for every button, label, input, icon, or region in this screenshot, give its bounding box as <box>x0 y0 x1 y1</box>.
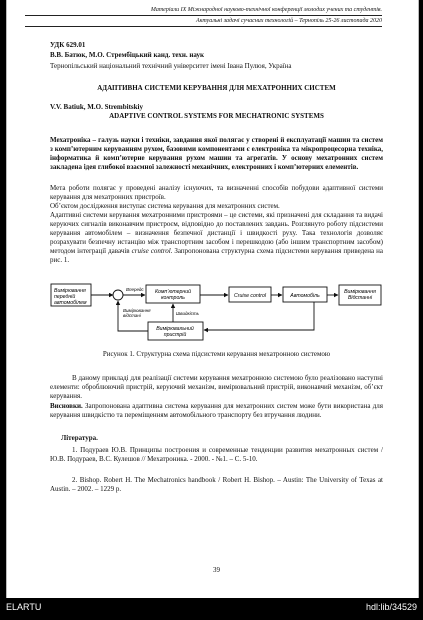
footer-handle: hdl:lib/34529 <box>365 602 417 612</box>
title-en: ADAPTIVE CONTROL SYSTEMS FOR MECHATRONIC SYSTEMS <box>109 112 324 120</box>
authors-en: V.V. Batiuk, M.O. Strembitskiy <box>50 103 143 111</box>
authors-ua: В.В. Батюк, М.О. Стрембіцький канд. техн. наук <box>50 51 205 59</box>
main-paragraph <box>50 211 383 265</box>
computer-control-text: Комп’ютерний контроль <box>154 289 192 301</box>
measurement-output-text: Вимірювання Відстанні <box>344 289 376 301</box>
affiliation: Тернопільський національний технічний університет імені Івана Пулюя, Україна <box>50 62 292 70</box>
conclusion-paragraph <box>50 402 383 420</box>
main-paragraph-text: Адаптивні системи керування мехатронними пристроями – це системи, які призначені для складання та видачі керуючих сигналів виконавчим пристроєм, відповідно до поставлених завдань. Розглянуто роботу підсистеми керування автомобілем – визначення безпечної дистанції і швидкості руху. Така технологія дозволяє розрахувати безпечну истанцію між транспортним засобом і перешкодою (або іншим транспортним засобом) методом інтеграції давачів <box>50 211 383 255</box>
main-paragraph-end: . Запропонована структурна схема підсистеми керування приведена на рис. 1. <box>50 247 384 264</box>
speed-label: Швидкість <box>176 311 199 316</box>
paper-page <box>6 0 419 598</box>
summing-junction <box>113 290 123 300</box>
running-header-line2: Актуальні задачі сучасних технологій – Тернопіль 25-26 листопада 2020 <box>195 18 382 24</box>
running-header-line1: Матеріали IX Міжнародної науково-технічної конференції молодих учених та студентів. <box>150 7 382 13</box>
measuring-device-text: Вимірювальний пристрій <box>156 326 194 338</box>
cruise-control-text: Cruise control <box>233 293 267 299</box>
input-box-text: Вимірювання передній автомобілем <box>54 288 87 306</box>
example-paragraph: В даному прикладі для реалізації системи керування мехатронною системою було реалізовано наступні елементи: оброблюючий пристрій, керуючий механізм, вимірювальний пристрій, виконавчий механізм, об’єкт керування. <box>50 374 383 400</box>
main-paragraph-italic: cruise control <box>131 247 171 255</box>
goal-paragraph: Мета роботи полягає у проведені аналізу існуючих, та визначенні способів побудови адаптивної системи керування для мехатронних пристроїв. <box>50 184 383 201</box>
page-number: 39 <box>213 566 220 574</box>
literature-title: Література. <box>61 434 98 442</box>
udk-code: УДК 629.01 <box>50 41 86 49</box>
title-ua: АДАПТИВНА СИСТЕМИ КЕРУВАННЯ ДЛЯ МЕХАТРОННИХ СИСТЕМ <box>97 84 336 92</box>
header-rule-top <box>25 15 382 16</box>
footer-source: ELARTU <box>6 602 42 612</box>
object-paragraph: Об’єктом дослідження виступає система керування для мехатронних систем. <box>50 202 280 210</box>
conclusion-text: Запропонована адаптивна система керування для мехатронних систем може бути використана для керування швидкістю та переміщенням автомобільного транспорту без втручання людини. <box>50 402 383 419</box>
block-diagram <box>50 282 383 348</box>
header-rule-bottom <box>25 26 382 27</box>
forward-label: Впередс <box>126 287 144 292</box>
reference-1: 1. Подураев Ю.В. Принципы построения и современные тенденции развития мехатронных систем / Ю.В. Подураев, В.С. Кулешов // Мехатроника. - 2000. - №1. – С. 5-10. <box>50 446 383 463</box>
intro-paragraph: Мехатроніка – галузь науки і техніки, завдання якої полягає у створені й експлуатації машин та систем з комп’ютерним керуванням рухом, базовими компонентами є електроніка та мікропроцесорна техніка, інформатика й комп’ютерне керування рухом машин та агрегатів. У основу мехатронних систем закладена ідея глибокої взаємної залежності механічних, електронних і комп’ютерних елементів. <box>50 136 383 171</box>
reference-2: 2. Bishop. Robert H. The Mechatronics handbook / Robert H. Bishop. – Austin: The University of Texas at Austin. – 2002. – 1229 p. <box>50 476 383 493</box>
back-label: Вимірювання відстані <box>123 308 151 318</box>
conclusion-label: Висновки. <box>50 402 83 410</box>
automobile-text: Автомобіль <box>290 293 320 299</box>
figure-caption: Рисунок 1. Структурна схема підсистеми керування мехатронною системою <box>102 350 331 358</box>
